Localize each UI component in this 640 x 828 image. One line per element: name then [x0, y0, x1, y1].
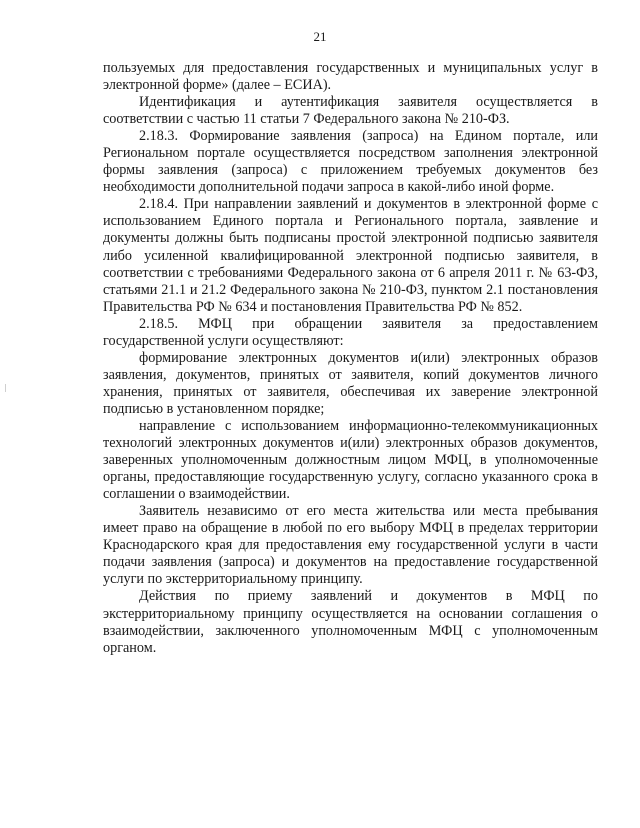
list-item-sending-documents: направление с использованием информационно-телекоммуникационных технологий электронных документов и(или) электронных образов документов, заверенных уполномоченным должностным лицом МФЦ, в уполномоченные органы, предоставляющие государственную услугу, согласно указанного срока в соглашении о взаимодействии. — [103, 417, 598, 503]
paragraph-2-18-3: 2.18.3. Формирование заявления (запроса) на Едином портале, или Региональном портале осуществляется посредством заполнения электронной формы заявления (запроса) с приложением требуемых документов без необходимости дополнительной подачи запроса в какой-либо иной форме. — [103, 128, 598, 196]
paragraph-extraterritorial: Действия по приему заявлений и документов в МФЦ по экстерриториальному принципу осуществляется на основании соглашения о взаимодействии, заключенного уполномоченным МФЦ с уполномоченным органом. — [103, 588, 598, 656]
paragraph-applicant-right: Заявитель независимо от его места жительства или места пребывания имеет право на обращение в любой по его выбору МФЦ в пределах территории Краснодарского края для предоставления ему государственной услуги в части подачи заявления (запроса) и документов на предоставление государственной услуги по экстерриториальному принципу. — [103, 503, 598, 588]
paragraph-2-18-5: 2.18.5. МФЦ при обращении заявителя за предоставлением государственной услуги осуществляют: — [103, 315, 598, 349]
paragraph-esia-continuation: пользуемых для предоставления государственных и муниципальных услуг в электронной форме» (далее – ЕСИА). — [103, 60, 598, 94]
paragraph-identification: Идентификация и аутентификация заявителя осуществляется в соответствии с частью 11 статьи 7 Федерального закона № 210-ФЗ. — [103, 94, 598, 128]
list-item-forming-documents: формирование электронных документов и(или) электронных образов заявления, документов, принятых от заявителя, копий документов личного хранения, принятых от заявителя, обеспечивая их заверение электронной подписью в установленном порядке; — [103, 349, 598, 417]
paragraph-2-18-4: 2.18.4. При направлении заявлений и документов в электронной форме с использованием Единого портала и Регионального портала, заявление и документы должны быть подписаны простой электронной подписью заявителя либо усиленной квалифицированной электронной подписью заявителя, в соответствии с требованиями Федерального закона от 6 апреля 2011 г. № 63-ФЗ, статьями 21.1 и 21.2 Федерального закона № 210-ФЗ, пунктом 2.1 постановления Правительства РФ № 634 и постановления Правительства РФ № 852. — [103, 196, 598, 315]
scan-mark — [5, 384, 6, 392]
document-body — [103, 60, 598, 657]
page-number: 21 — [313, 29, 327, 44]
